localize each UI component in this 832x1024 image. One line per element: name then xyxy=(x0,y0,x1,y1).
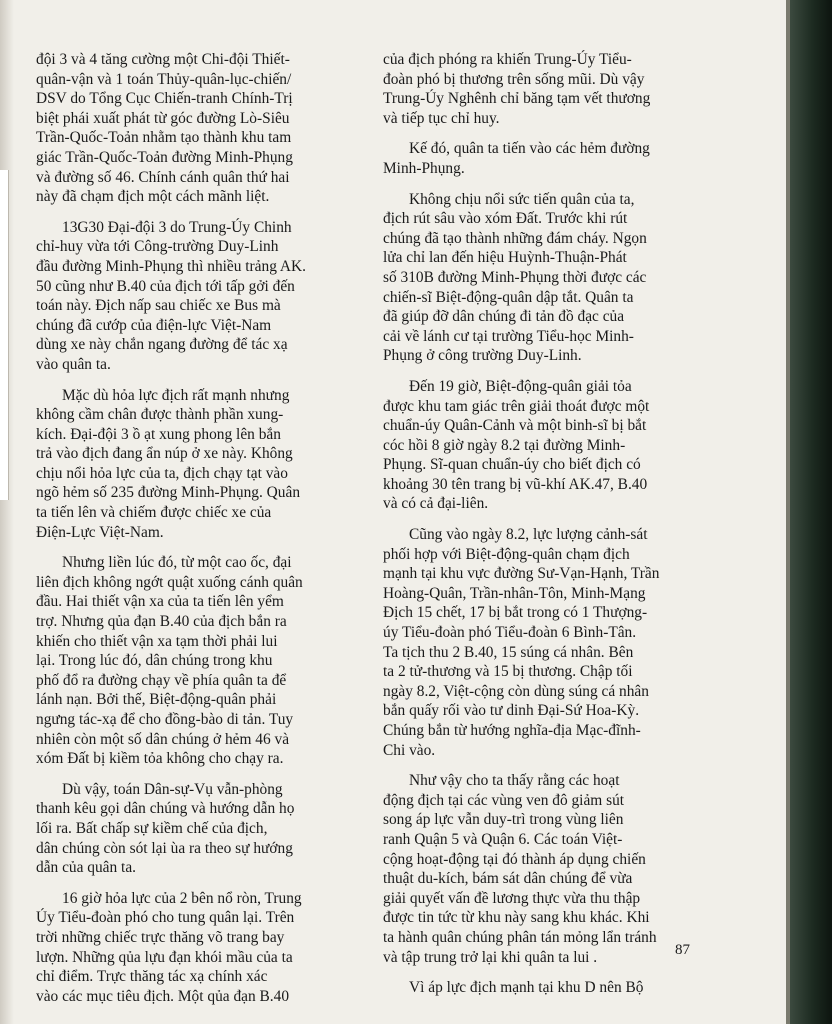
page-number: 87 xyxy=(675,942,690,958)
paragraph: đội 3 và 4 tăng cường một Chi-đội Thiết- quân-vận và 1 toán Thủy-quân-lục-chiến/ DSV do Tổng Cục Chiến-tranh Chính-Trị biệt phái xuất phát từ góc đường Lò-Siêu Trần-Quốc-Toản nhằm tạo thành khu tam giác Trần-Quốc-Toản đường Minh-Phụng và đường số 46. Chính cánh quân thứ hai này đã chạm địch một cách mãnh liệt. xyxy=(36,51,293,206)
paragraph: Không chịu nổi sức tiến quân của ta, địch rút sâu vào xóm Đất. Trước khi rút chúng đã tạo thành những đám cháy. Ngọn lửa chỉ lan đến hiệu Huỳnh-Thuận-Phát số 310B đường Minh-Phụng thời được các chiến-sĩ Biệt-động-quân dập tắt. Quân ta đã giúp đỡ dân chúng đi tản đồ đạc của cải về lánh cư tại trường Tiểu-học Minh- Phụng ở công trường Duy-Linh. xyxy=(383,190,647,365)
paragraph: Mặc dù hỏa lực địch rất mạnh nhưng không cầm chân được thành phần xung- kích. Đại-đội 3 ồ ạt xung phong lên bắn trả vào địch đang ẩn núp ở xe này. Không chịu nổi hỏa lực của ta, địch chạy tạt vào ngõ hẻm số 235 đường Minh-Phụng. Quân ta tiến lên và chiếm được chiếc xe của Điện-Lực Việt-Nam. xyxy=(36,386,301,541)
paragraph: Cũng vào ngày 8.2, lực lượng cảnh-sát phối hợp với Biệt-động-quân chạm địch mạnh tại khu vực đường Sư-Vạn-Hạnh, Trần Hoàng-Quân, Trần-nhân-Tôn, Minh-Mạng Địch 15 chết, 17 bị bắt trong có 1 Thượng- úy Tiểu-đoàn phó Tiểu-đoàn 6 Bình-Tân. Ta tịch thu 2 B.40, 15 súng cá nhân. Bên ta 2 tử-thương và 15 bị thương. Chập tối ngày 8.2, Việt-cộng còn dùng súng cá nhân bắn quấy rối vào tư dinh Đại-Sứ Hoa-Kỳ. Chúng bắn từ hướng nghĩa-địa Mạc-đĩnh- Chi vào. xyxy=(383,526,660,759)
page-edge-tab xyxy=(0,170,9,500)
paragraph: Đến 19 giờ, Biệt-động-quân giải tỏa được khu tam giác trên giải thoát được một chuẩn-úy Quân-Cảnh và một binh-sĩ bị bắt cóc hồi 8 giờ ngày 8.2 tại đường Minh- Phụng. Sĩ-quan chuẩn-úy cho biết địch có khoảng 30 tên trang bị vũ-khí AK.47, B.40 và có cả đại-liên. xyxy=(383,377,650,513)
paragraph: Kế đó, quân ta tiến vào các hẻm đường Minh-Phụng. xyxy=(383,140,650,177)
left-column xyxy=(36,50,362,1017)
paragraph: Nhưng liền lúc đó, từ một cao ốc, đại liên địch không ngớt quật xuống cánh quân đầu. Hai thiết vận xa của ta tiến lên yểm trợ. Nhưng qủa đạn B.40 của địch bắn ra khiến cho thiết vận xa tạm thời phải lui lại. Trong lúc đó, dân chúng trong khu phố đổ ra đường chạy về phía quân ta để lánh nạn. Bởi thế, Biệt-động-quân phải ngưng tác-xạ để cho đồng-bào di tản. Tuy nhiên còn một số dân chúng ở hẻm 46 và xóm Đất bị kiềm tỏa không cho chạy ra. xyxy=(36,554,303,768)
book-binding xyxy=(790,0,832,1024)
paragraph: 16 giờ hỏa lực của 2 bên nổ ròn, Trung Úy Tiểu-đoàn phó cho tung quân lại. Trên trời những chiếc trực thăng võ trang bay lượn. Những qủa lựu đạn khói mầu của ta chỉ điểm. Trực thăng tác xạ chính xác vào các mục tiêu địch. Một qủa đạn B.40 xyxy=(36,889,302,1005)
paragraph: của địch phóng ra khiến Trung-Úy Tiểu- đoàn phó bị thương trên sống mũi. Dù vậy Trung-Úy Nghênh chỉ băng tạm vết thương và tiếp tục chỉ huy. xyxy=(383,51,651,127)
paragraph: 13G30 Đại-đội 3 do Trung-Úy Chinh chỉ-huy vừa tới Công-trường Duy-Linh đầu đường Minh-Phụng thì nhiều trảng AK. 50 cũng như B.40 của địch tới tấp gởi đến toán này. Địch nấp sau chiếc xe Bus mà chúng đã cướp của điện-lực Việt-Nam dùng xe này chắn ngang đường để tác xạ vào quân ta. xyxy=(36,218,306,373)
paragraph: Dù vậy, toán Dân-sự-Vụ vẫn-phòng thanh kêu gọi dân chúng và hướng dẫn họ lối ra. Bất chấp sự kiềm chế của địch, dân chúng còn sót lại ùa ra theo sự hướng dẫn của quân ta. xyxy=(36,780,295,877)
page-gutter-shadow xyxy=(0,0,14,1024)
paragraph: Vì áp lực địch mạnh tại khu D nên Bộ xyxy=(409,979,644,997)
right-column xyxy=(383,50,685,1009)
paragraph: Như vậy cho ta thấy rằng các hoạt động địch tại các vùng ven đô giảm sút song áp lực vẫn duy-trì trong vùng liên ranh Quận 5 và Quận 6. Các toán Việt- cộng hoạt-động tại đó thành áp dụng chiến thuật du-kích, bám sát dân chúng để vừa giải quyết vấn đề lương thực vừa thu thập được tin tức từ khu này sang khu khác. Khi ta hành quân chúng phân tán mỏng lẩn tránh và tập trung trở lại khi quân ta lui . xyxy=(383,772,657,966)
